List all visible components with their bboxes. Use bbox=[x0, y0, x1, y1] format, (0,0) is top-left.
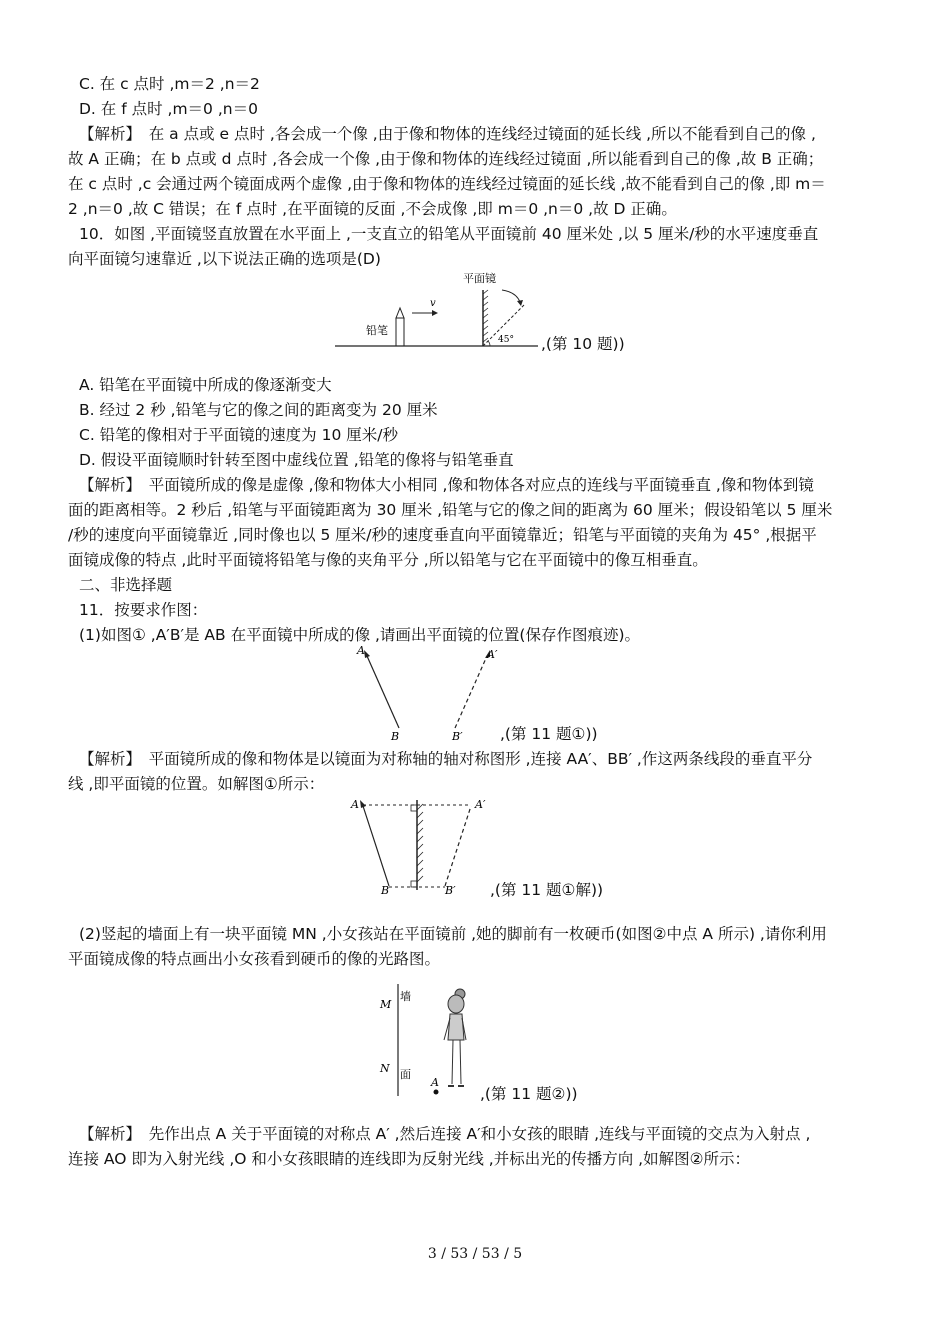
label-n: N bbox=[380, 1062, 390, 1075]
figure-11-2 bbox=[370, 982, 490, 1100]
figure-11-1-caption: ,(第 11 题①)) bbox=[500, 725, 598, 743]
label-a-prime: A′ bbox=[487, 648, 498, 661]
analysis-11-1-line1: 【解析】 平面镜所成的像和物体是以镜面为对称轴的轴对称图形 ,连接 AA′、BB′ ,作这两条线段的垂直平分 bbox=[79, 750, 813, 768]
analysis-9-line4: 2 ,n＝0 ,故 C 错误；在 f 点时 ,在平面镜的反面 ,不会成像 ,即 m＝0 ,n＝0 ,故 D 正确。 bbox=[68, 200, 677, 218]
question-11-part1: (1)如图① ,A′B′是 AB 在平面镜中所成的像 ,请画出平面镜的位置(保存作图痕迹)。 bbox=[79, 626, 641, 644]
option-10c: C. 铅笔的像相对于平面镜的速度为 10 厘米/秒 bbox=[79, 426, 398, 444]
analysis-9-line2: 故 A 正确；在 b 点或 d 点时 ,各会成一个像 ,由于像和物体的连线经过镜面 ,所以能看到自己的像 ,故 B 正确； bbox=[68, 150, 824, 168]
label-coin-a: A bbox=[431, 1076, 439, 1089]
label-a: A bbox=[357, 644, 365, 657]
label-b-prime: B′ bbox=[452, 730, 463, 743]
velocity-label: v bbox=[430, 298, 436, 309]
analysis-11-1-line2: 线 ,即平面镜的位置。如解图①所示： bbox=[68, 775, 325, 793]
analysis-10-line1: 【解析】 平面镜所成的像是虚像 ,像和物体大小相同 ,像和物体各对应点的连线与平面镜垂直 ,像和物体到镜 bbox=[79, 476, 814, 494]
section-heading: 二、非选择题 bbox=[79, 576, 173, 594]
figure-11-1 bbox=[355, 642, 515, 746]
question-11: 11．按要求作图： bbox=[79, 601, 208, 619]
girl-figure bbox=[444, 989, 466, 1086]
analysis-10-line2: 面的距离相等。2 秒后 ,铅笔与平面镜距离为 30 厘米 ,铅笔与它的像之间的距离为 60 厘米；假设铅笔以 5 厘米 bbox=[68, 501, 833, 519]
angle-label: 45° bbox=[498, 335, 514, 345]
option-10d: D. 假设平面镜顺时针转至图中虚线位置 ,铅笔的像将与铅笔垂直 bbox=[79, 451, 514, 469]
wall-label-bottom: 面 bbox=[400, 1068, 411, 1081]
sol-label-b: B bbox=[381, 884, 390, 897]
mirror-label: 平面镜 bbox=[463, 272, 496, 285]
analysis-11-2-line2: 连接 AO 即为入射光线 ,O 和小女孩眼睛的连线即为反射光线 ,并标出光的传播方向 ,如解图②所示： bbox=[68, 1150, 750, 1168]
figure-11-1-solution bbox=[345, 792, 505, 898]
figure-11-1-solution-caption: ,(第 11 题①解)) bbox=[490, 881, 604, 899]
analysis-10-line4: 面镜成像的特点 ,此时平面镜将铅笔与像的夹角平分 ,所以铅笔与它在平面镜中的像互相垂直。 bbox=[68, 551, 708, 569]
wall-label-top: 墙 bbox=[400, 990, 411, 1003]
sol-label-a-prime: A′ bbox=[475, 798, 486, 811]
option-c-prev: C. 在 c 点时 ,m＝2 ,n＝2 bbox=[79, 75, 260, 93]
sol-label-a: A bbox=[351, 798, 359, 811]
question-10-line1: 10．如图 ,平面镜竖直放置在水平面上 ,一支直立的铅笔从平面镜前 40 厘米处 ,以 5 厘米/秒的水平速度垂直 bbox=[79, 225, 819, 243]
figure-11-2-caption: ,(第 11 题②)) bbox=[480, 1085, 578, 1103]
question-11-part2-line1: (2)竖起的墙面上有一块平面镜 MN ,小女孩站在平面镜前 ,她的脚前有一枚硬币(如图②中点 A 所示) ,请你利用 bbox=[79, 925, 827, 943]
label-b: B bbox=[391, 730, 400, 743]
analysis-10-line3: /秒的速度向平面镜靠近 ,同时像也以 5 厘米/秒的速度垂直向平面镜靠近；铅笔与平面镜的夹角为 45° ,根据平 bbox=[68, 526, 817, 544]
figure-10 bbox=[330, 268, 550, 352]
sol-label-b-prime: B′ bbox=[445, 884, 456, 897]
question-11-part2-line2: 平面镜成像的特点画出小女孩看到硬币的像的光路图。 bbox=[68, 950, 441, 968]
label-m: M bbox=[380, 998, 392, 1011]
analysis-11-2-line1: 【解析】 先作出点 A 关于平面镜的对称点 A′ ,然后连接 A′和小女孩的眼睛 ,连线与平面镜的交点为入射点 , bbox=[79, 1125, 811, 1143]
figure-10-caption: ,(第 10 题)) bbox=[541, 335, 625, 353]
question-10-line2: 向平面镜匀速靠近 ,以下说法正确的选项是(D) bbox=[68, 250, 381, 268]
option-d-prev: D. 在 f 点时 ,m＝0 ,n＝0 bbox=[79, 100, 258, 118]
analysis-9-line3: 在 c 点时 ,c 会通过两个镜面成两个虚像 ,由于像和物体的连线经过镜面的延长线 ,故不能看到自己的像 ,即 m＝ bbox=[68, 175, 826, 193]
analysis-9-line1: 【解析】 在 a 点或 e 点时 ,各会成一个像 ,由于像和物体的连线经过镜面的延长线 ,所以不能看到自己的像 , bbox=[79, 125, 816, 143]
page-number: 3 / 53 / 53 / 5 bbox=[427, 1246, 523, 1262]
option-10a: A. 铅笔在平面镜中所成的像逐渐变大 bbox=[79, 376, 332, 394]
pencil-label: 铅笔 bbox=[366, 324, 388, 337]
option-10b: B. 经过 2 秒 ,铅笔与它的像之间的距离变为 20 厘米 bbox=[79, 401, 438, 419]
